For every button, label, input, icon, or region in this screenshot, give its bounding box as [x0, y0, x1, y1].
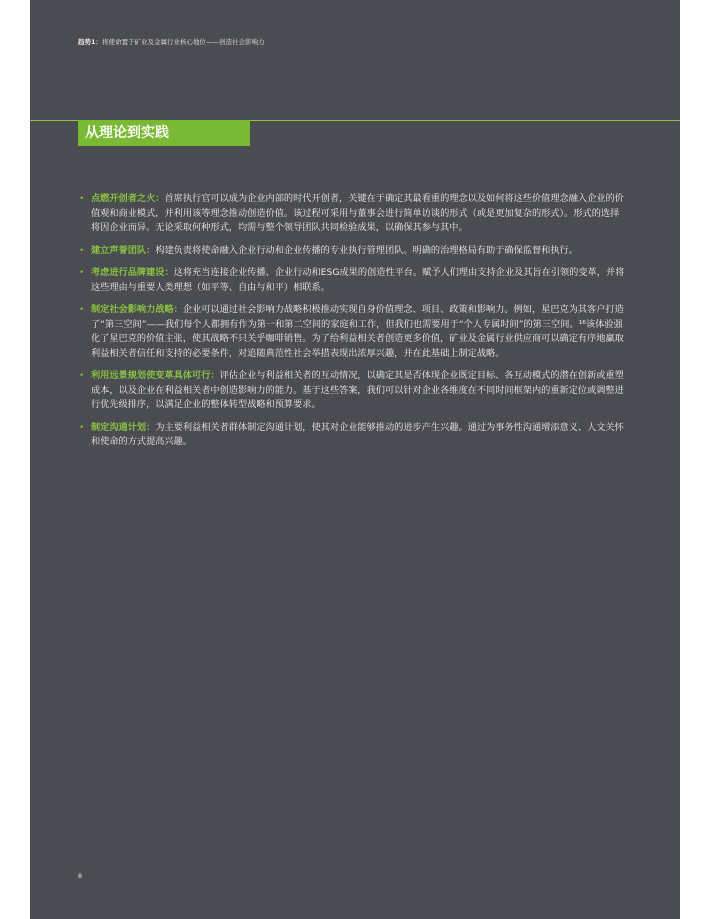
- list-item: [78, 303, 628, 361]
- item-body: 首席执行官可以成为企业内部的时代开创者，关键在于确定其最看重的理念以及如何将这些价值理念融入企业的价值观和商业模式，并利用该等理念推动创造价值。该过程可采用与董事会进行简单访谈的形式（或是更加复杂的形式）。形式的选择将因企业而异。无论采取何种形式，均需与整个领导团队共同检验成果，以确保其参与其中。: [91, 193, 624, 233]
- item-text: [91, 369, 628, 413]
- bullet-icon: •: [79, 305, 85, 315]
- section-title-banner: [78, 120, 250, 146]
- item-body: 构建负责将使命融入企业行动和企业传播的专业执行管理团队。明确的治理格局有助于确保监督和执行。: [155, 244, 578, 256]
- bullet-icon: •: [79, 245, 85, 256]
- list-item: [78, 244, 628, 259]
- header-text: 将使命置于矿业及金属行业核心地位——创造社会影响力: [102, 38, 265, 46]
- item-lead: 制定沟通计划：: [91, 421, 156, 433]
- bullet-icon: •: [79, 422, 85, 433]
- item-body: 企业可以通过社会影响力战略积极推动实现自身价值理念、项目、政策和影响力。例如，星巴克为其客户打造了“第三空间”——我们每个人都拥有作为第一和第二空间的家庭和工作，但我们也需要用于“个人专属时间”的第三空间。¹⁶该体验强化了星巴克的价值主张，使其战略不只关乎咖啡销售。为了给利益相关者创造更多价值，矿业及金属行业供应商可以确定有序地赢取利益相关者信任和支持的必要条件，对追随典范性社会举措表现出浓厚兴趣，并在此基础上制定战略。: [91, 304, 624, 359]
- page-number: 8: [78, 872, 83, 880]
- list-item: [78, 192, 628, 236]
- item-lead: 利用远景规划使变革具体可行：: [91, 370, 220, 381]
- item-lead: 考虑进行品牌建设：: [91, 267, 174, 278]
- bullet-icon: •: [79, 194, 85, 204]
- item-text: [91, 421, 628, 450]
- item-body: 为主要利益相关者群体制定沟通计划，使其对企业能够推动的进步产生兴趣。通过为事务性沟通增添意义、人文关怀和使命的方式提高兴趣。: [91, 421, 624, 447]
- item-lead: 点燃开创者之火：: [91, 193, 165, 204]
- item-text: [91, 303, 628, 361]
- item-body: 这将充当连接企业传播、企业行动和ESG成果的创造性平台。赋予人们理由支持企业及其旨在引领的变革，并将这些理由与重要人类理想（如平等、自由与和平）相联系。: [91, 267, 625, 293]
- item-body: 评估企业与利益相关者的互动情况，以确定其是否体现企业既定目标、各互动模式的潜在创新或重塑成本，以及企业在利益相关者中创造影响力的能力。基于这些答案，我们可以针对企业各维度在不同时间框架内的重新定位或调整进行优先级排序，以满足企业的整体转型战略和预算要求。: [91, 370, 624, 410]
- section-title: 从理论到实践: [85, 125, 169, 141]
- item-lead: 建立声誉团队：: [91, 244, 156, 256]
- running-header: [78, 37, 265, 46]
- page: [30, 0, 680, 919]
- list-item: [78, 266, 628, 295]
- list-item: [78, 369, 628, 413]
- item-lead: 制定社会影响力战略：: [91, 304, 183, 315]
- action-list: [78, 192, 628, 458]
- bullet-icon: •: [79, 268, 85, 278]
- item-text: [91, 244, 628, 259]
- list-item: [78, 421, 628, 450]
- bullet-icon: •: [79, 371, 85, 381]
- item-text: [91, 192, 628, 236]
- header-label: 趋势1：: [78, 38, 103, 46]
- item-text: [91, 266, 628, 295]
